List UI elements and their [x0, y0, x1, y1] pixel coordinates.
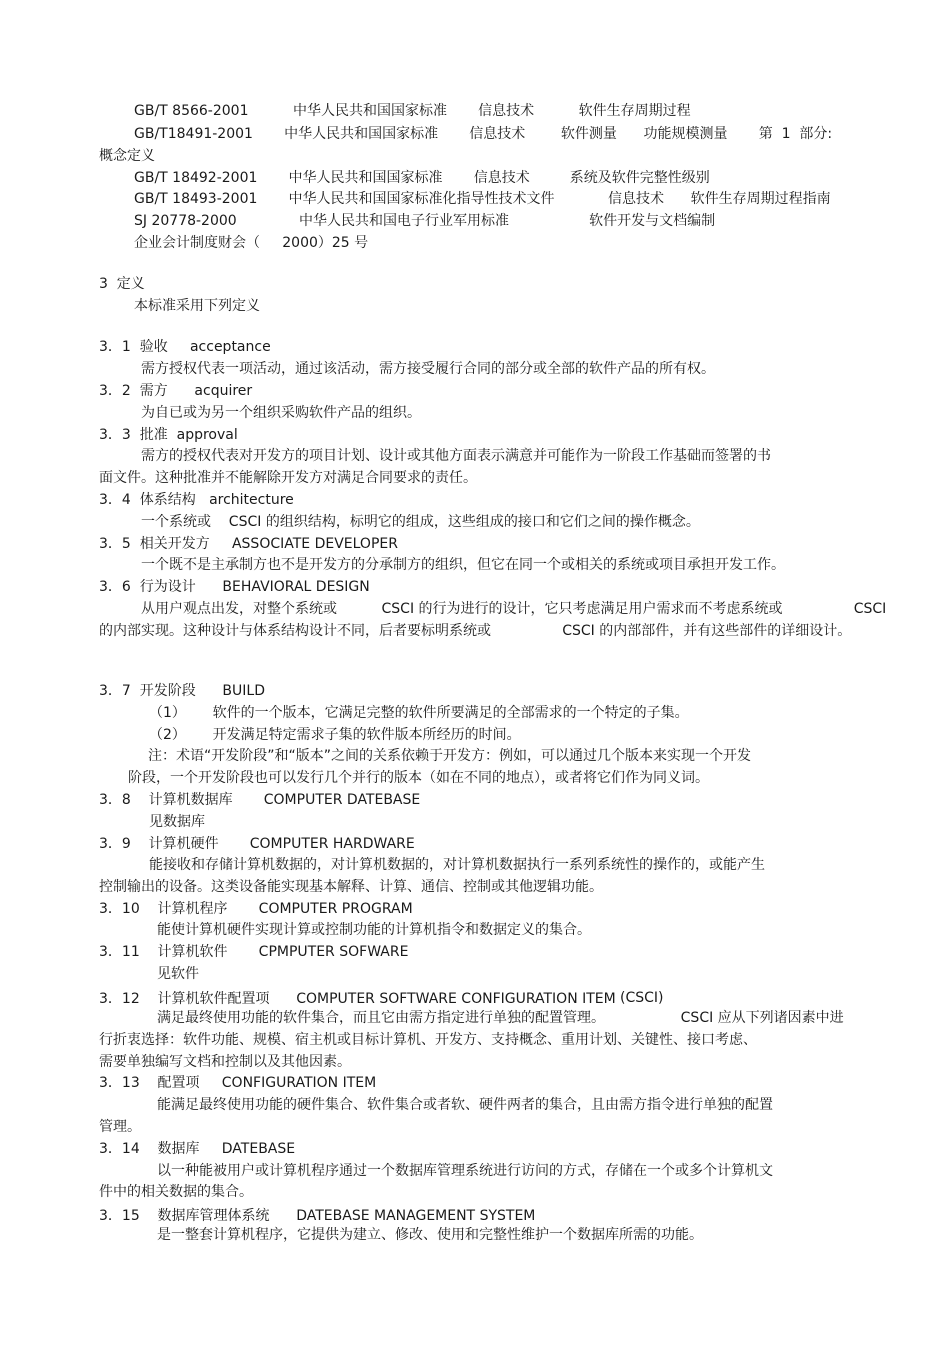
paragraph-line: 满足最终使用功能的软件集合，而且它由需方指定进行单独的配置管理。 CSCI 应从下列诸因素中进: [157, 1010, 844, 1026]
term-heading: 3．3 批准 approval: [99, 427, 238, 443]
term-heading: 3．1 验收 acceptance: [99, 339, 271, 355]
reference-line: 企业会计制度财会（ 2000）25 号: [134, 235, 369, 251]
paragraph-line: 行折衷选择：软件功能、规模、宿主机或目标计算机、开发方、支持概念、重用计划、关键性、接口考虑、: [99, 1032, 757, 1048]
paragraph-line: 能使计算机硬件实现计算或控制功能的计算机指令和数据定义的集合。: [157, 922, 591, 938]
paragraph-line: 需方授权代表一项活动，通过该活动，需方接受履行合同的部分或全部的软件产品的所有权。: [141, 361, 715, 377]
term-heading: 3．15 数据库管理体系统 DATEBASE MANAGEMENT SYSTEM: [99, 1208, 536, 1224]
paragraph-line: 控制输出的设备。这类设备能实现基本解释、计算、通信、控制或其他逻辑功能。: [99, 879, 603, 895]
reference-line: 概念定义: [99, 148, 155, 164]
list-item: （1） 软件的一个版本，它满足完整的软件所要满足的全部需求的一个特定的子集。: [149, 705, 689, 721]
reference-line: SJ 20778-2000 中华人民共和国电子行业军用标准 软件开发与文档编制: [134, 213, 716, 229]
term-heading: 3．4 体系结构 architecture: [99, 492, 294, 508]
paragraph-line: 能满足最终使用功能的硬件集合、软件集合或者软、硬件两者的集合，且由需方指令进行单独的配置: [157, 1097, 773, 1113]
note-line: 注：术语“开发阶段”和“版本”之间的关系依赖于开发方：例如，可以通过几个版本来实现一个开发: [148, 748, 752, 764]
reference-line: GB/T18491-2001 中华人民共和国国家标准 信息技术 软件测量 功能规模测量 第 1 部分:: [134, 126, 833, 142]
term-abbreviation: (CSCI): [620, 990, 664, 1006]
paragraph-line: 一个既不是主承制方也不是开发方的分承制方的组织，但它在同一个或相关的系统或项目承担开发工作。: [141, 557, 785, 573]
paragraph-line: 管理。: [99, 1119, 141, 1135]
paragraph-line: 面文件。这种批准并不能解除开发方对满足合同要求的责任。: [99, 470, 477, 486]
paragraph-line: 见软件: [157, 966, 199, 982]
note-line: 阶段，一个开发阶段也可以发行几个并行的版本（如在不同的地点），或者将它们作为同义词。: [128, 770, 709, 786]
paragraph-line: 的内部实现。这种设计与体系结构设计不同，后者要标明系统或 CSCI 的内部部件，并有这些部件的详细设计。: [99, 623, 852, 639]
paragraph-line: 以一种能被用户或计算机程序通过一个数据库管理系统进行访问的方式，存储在一个或多个计算机文: [157, 1163, 773, 1179]
paragraph-line: 见数据库: [149, 814, 205, 830]
term-heading: 3．10 计算机程序 COMPUTER PROGRAM: [99, 901, 413, 917]
term-heading: 3．6 行为设计 BEHAVIORAL DESIGN: [99, 579, 370, 595]
term-heading: 3．11 计算机软件 CPMPUTER SOFWARE: [99, 944, 409, 960]
reference-line: GB/T 18492-2001 中华人民共和国国家标准 信息技术 系统及软件完整性级别: [134, 170, 710, 186]
paragraph-line: 需要单独编写文档和控制以及其他因素。: [99, 1054, 351, 1070]
paragraph-line: 需方的授权代表对开发方的项目计划、设计或其他方面表示满意并可能作为一阶段工作基础而签署的书: [141, 448, 771, 464]
term-heading: 3．2 需方 acquirer: [99, 383, 253, 399]
term-heading: 3．14 数据库 DATEBASE: [99, 1141, 296, 1157]
paragraph-line: 一个系统或 CSCI 的组织结构，标明它的组成，这些组成的接口和它们之间的操作概念。: [141, 514, 700, 530]
term-heading: 3．9 计算机硬件 COMPUTER HARDWARE: [99, 836, 415, 852]
paragraph-line: 为自已或为另一个组织采购软件产品的组织。: [141, 405, 421, 421]
reference-line: GB/T 18493-2001 中华人民共和国国家标准化指导性技术文件 信息技术 软件生存周期过程指南: [134, 191, 831, 207]
term-heading: 3．13 配置项 CONFIGURATION ITEM: [99, 1075, 377, 1091]
paragraph-line: 从用户观点出发，对整个系统或 CSCI 的行为进行的设计，它只考虑满足用户需求而不考虑系统或 CSCI: [141, 601, 887, 617]
paragraph-line: 本标准采用下列定义: [134, 298, 260, 314]
section-heading: 3 定义: [99, 276, 145, 292]
list-item: （2） 开发满足特定需求子集的软件版本所经历的时间。: [149, 727, 521, 743]
paragraph-line: 是一整套计算机程序，它提供为建立、修改、使用和完整性维护一个数据库所需的功能。: [157, 1227, 703, 1243]
paragraph-line: 件中的相关数据的集合。: [99, 1184, 253, 1200]
paragraph-line: 能接收和存储计算机数据的，对计算机数据的，对计算机数据执行一系列系统性的操作的，或能产生: [149, 857, 765, 873]
reference-line: GB/T 8566-2001 中华人民共和国国家标准 信息技术 软件生存周期过程: [134, 103, 691, 119]
term-heading: 3．12 计算机软件配置项 COMPUTER SOFTWARE CONFIGURATION ITEM: [99, 991, 616, 1007]
term-heading: 3．7 开发阶段 BUILD: [99, 683, 265, 699]
term-heading: 3．8 计算机数据库 COMPUTER DATEBASE: [99, 792, 421, 808]
term-heading: 3．5 相关开发方 ASSOCIATE DEVELOPER: [99, 536, 398, 552]
